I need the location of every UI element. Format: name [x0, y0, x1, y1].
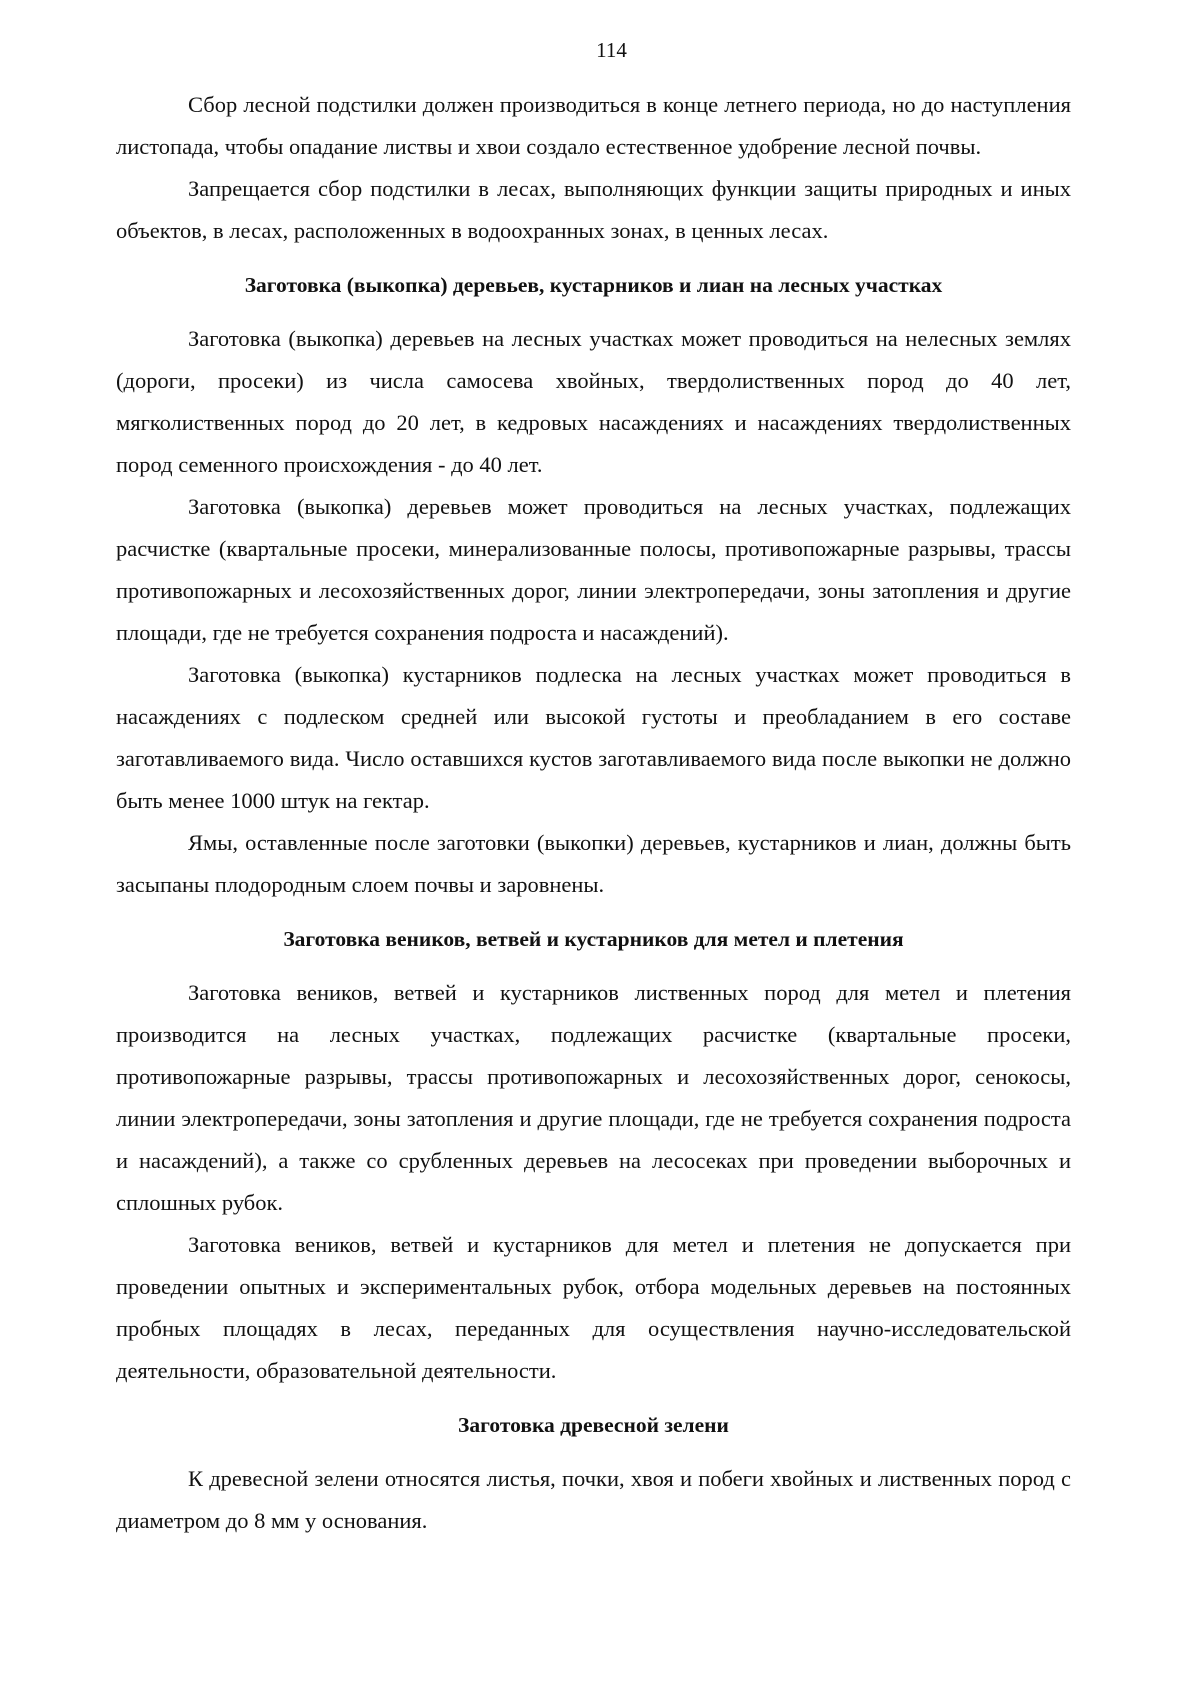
section-heading: Заготовка веников, ветвей и кустарников для метел и плетения [283, 927, 904, 951]
paragraph: Заготовка веников, ветвей и кустарников для метел и плетения не допускается при проведении опытных и экспериментальных рубок, отбора модельных деревьев на постоянных пробных площадях в лесах, переданных для осуществления научно-исследовательской деятельности, образовательной деятельности. [116, 1232, 1071, 1383]
paragraph: Заготовка (выкопка) кустарников подлеска на лесных участках может проводиться в насаждениях с подлеском средней или высокой густоты и преобладанием в его составе заготавливаемого вида. Число оставшихся кустов заготавливаемого вида после выкопки не должно быть менее 1000 штук на гектар. [116, 662, 1071, 813]
paragraph: Заготовка веников, ветвей и кустарников лиственных пород для метел и плетения производится на лесных участках, подлежащих расчистке (квартальные просеки, противопожарные разрывы, трассы противопожарных и лесохозяйственных дорог, сенокосы, линии электропередачи, зоны затопления и другие площади, где не требуется сохранения подроста и насаждений), а также со срубленных деревьев на лесосеках при проведении выборочных и сплошных рубок. [116, 980, 1071, 1215]
paragraph: Ямы, оставленные после заготовки (выкопки) деревьев, кустарников и лиан, должны быть засыпаны плодородным слоем почвы и заровнены. [116, 830, 1071, 897]
paragraph: Заготовка (выкопка) деревьев на лесных участках может проводиться на нелесных землях (дороги, просеки) из числа самосева хвойных, твердолиственных пород до 40 лет, мягколиственных пород до 20 лет, в кедровых насаждениях и насаждениях твердолиственных пород семенного происхождения - до 40 лет. [116, 326, 1071, 477]
paragraph: Сбор лесной подстилки должен производиться в конце летнего периода, но до наступления листопада, чтобы опадание листвы и хвои создало естественное удобрение лесной почвы. [116, 92, 1071, 159]
section-heading: Заготовка (выкопка) деревьев, кустарников и лиан на лесных участках [244, 273, 943, 297]
page-number: 114 [596, 38, 627, 62]
paragraph: К древесной зелени относятся листья, почки, хвоя и побеги хвойных и лиственных пород с диаметром до 8 мм у основания. [116, 1466, 1071, 1533]
section-heading: Заготовка древесной зелени [458, 1413, 729, 1437]
paragraph: Запрещается сбор подстилки в лесах, выполняющих функции защиты природных и иных объектов, в лесах, расположенных в водоохранных зонах, в ценных лесах. [116, 176, 1071, 243]
page-content [116, 84, 1071, 1542]
paragraph: Заготовка (выкопка) деревьев может проводиться на лесных участках, подлежащих расчистке (квартальные просеки, минерализованные полосы, противопожарные разрывы, трассы противопожарных и лесохозяйственных дорог, линии электропередачи, зоны затопления и другие площади, где не требуется сохранения подроста и насаждений). [116, 494, 1071, 645]
